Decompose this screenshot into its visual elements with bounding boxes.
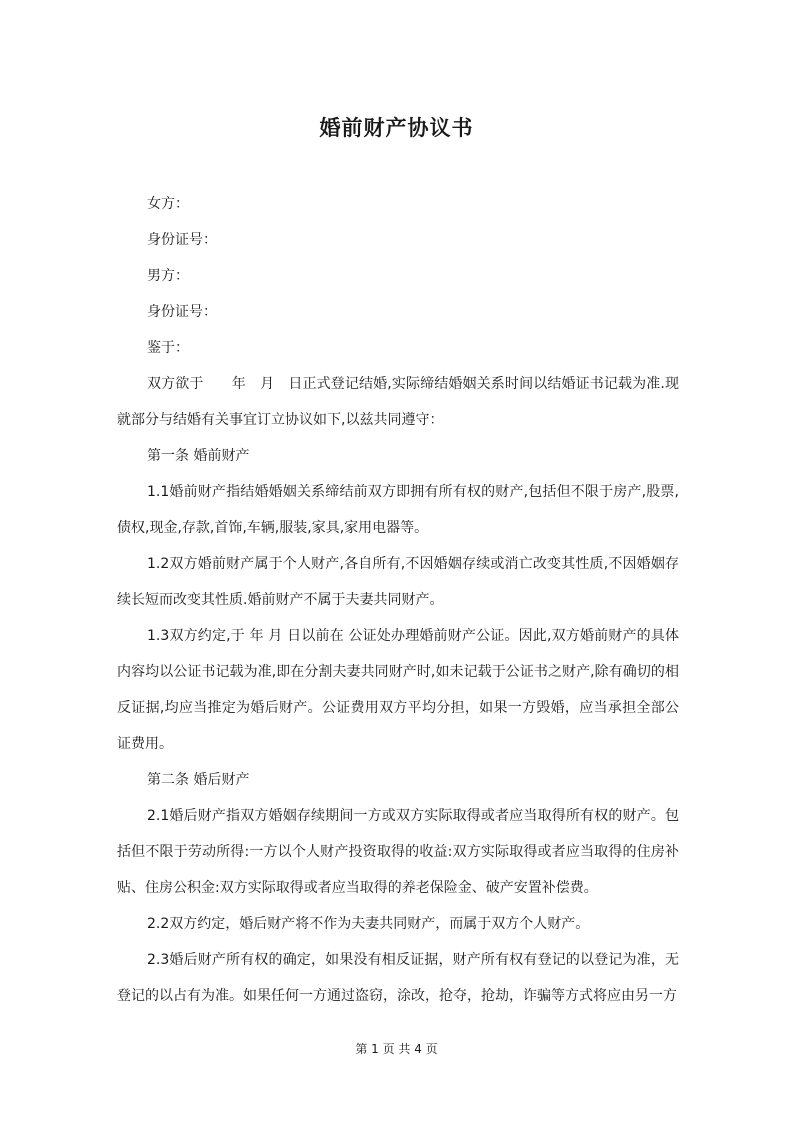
- clause-1-2: 1.2双方婚前财产属于个人财产,各自所有,不因婚姻存续或消亡改变其性质,不因婚姻存续长短而改变其性质.婚前财产不属于夫妻共同财产。: [117, 556, 679, 608]
- field-husband-id: 身份证号：: [147, 304, 217, 320]
- clause-2-3: 2.3婚后财产所有权的确定，如果没有相反证据，财产所有权有登记的以登记为准，无登记的以占有为准。如果任何一方通过盗窃，涂改，抢夺，抢劫，诈骗等方式将应由另一方: [117, 952, 679, 1004]
- document-title: 婚前财产协议书: [319, 115, 474, 140]
- field-wife-id: 身份证号：: [147, 232, 217, 248]
- preamble-paragraph: 双方欲于 年 月 日正式登记结婚,实际缔结婚姻关系时间以结婚证书记载为准.现就部分与结婚有关事宜订立协议如下,以兹共同遵守：: [117, 376, 679, 428]
- article-1-heading: 第一条 婚前财产: [147, 448, 250, 464]
- clause-2-2: 2.2双方约定，婚后财产将不作为夫妻共同财产，而属于双方个人财产。: [147, 916, 590, 932]
- clause-1-3: 1.3双方约定,于 年 月 日以前在 公证处办理婚前财产公证。因此,双方婚前财产的具体内容均以公证书记载为准,即在分割夫妻共同财产时,如未记载于公证书之财产,除有确切的相反证据,均应当推定为婚后财产。公证费用双方平均分担，如果一方毁婚，应当承担全部公证费用。: [117, 628, 679, 752]
- clause-1-1: 1.1婚前财产指结婚婚姻关系缔结前双方即拥有所有权的财产,包括但不限于房产,股票,债权,现金,存款,首饰,车辆,服装,家具,家用电器等。: [117, 484, 679, 536]
- clause-2-1: 2.1婚后财产指双方婚姻存续期间一方或双方实际取得或者应当取得所有权的财产。包括但不限于劳动所得:一方以个人财产投资取得的收益:双方实际取得或者应当取得的住房补贴、住房公积金:双方实际取得或者应当取得的养老保险金、破产安置补偿费。: [117, 808, 679, 896]
- article-2-heading: 第二条 婚后财产: [147, 772, 250, 788]
- field-husband: 男方：: [147, 268, 189, 284]
- whereas-label: 鉴于：: [147, 340, 189, 356]
- field-wife: 女方：: [147, 196, 189, 212]
- document-body: [117, 186, 679, 1014]
- page-footer: 第 1 页 共 4 页: [355, 1042, 438, 1056]
